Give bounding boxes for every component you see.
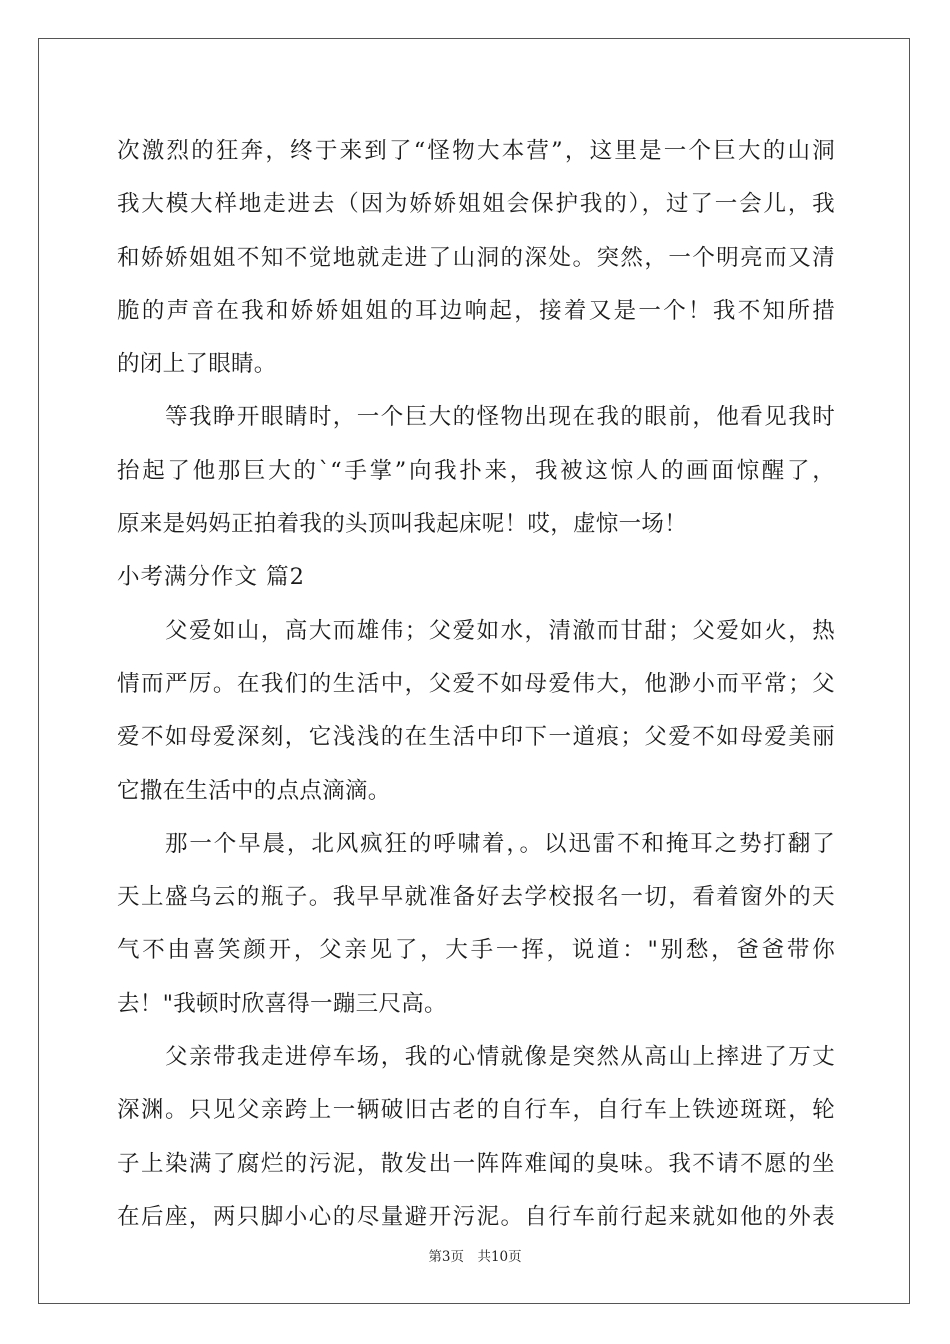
paragraph-start: 那一个早晨，北风疯狂的呼啸着，。以迅雷不和掩耳之势打翻了 bbox=[165, 830, 835, 857]
paragraph-start: 父亲带我走进停车场，我的心情就像是突然从高山上摔进了万丈 bbox=[165, 1044, 835, 1071]
text-line: 情而严厉。在我们的生活中，父爱不如母爱伟大，他渺小而平常；父 bbox=[117, 670, 835, 697]
paragraph-start: 父爱如山，高大而雄伟；父爱如水，清澈而甘甜；父爱如火，热 bbox=[165, 617, 835, 644]
section-heading: 小考满分作文 篇2 bbox=[117, 564, 305, 591]
text-line: 次激烈的狂奔，终于来到了“怪物大本营”，这里是一个巨大的山洞 bbox=[117, 138, 835, 164]
text-line: 抬起了他那巨大的`“手掌”向我扑来，我被这惊人的画面惊醒了， bbox=[117, 457, 835, 484]
page-number-footer: 第3页 共10页 bbox=[428, 1249, 522, 1265]
text-line: 在后座，两只脚小心的尽量避开污泥。自行车前行起来就如他的外表 bbox=[117, 1203, 835, 1230]
text-line: 原来是妈妈正拍着我的头顶叫我起床呢！哎，虚惊一场！ bbox=[117, 511, 688, 538]
text-line: 去！"我顿时欣喜得一蹦三尺高。 bbox=[117, 990, 447, 1017]
text-line: 和娇娇姐姐不知不觉地就走进了山洞的深处。突然，一个明亮而又清 bbox=[117, 244, 835, 271]
text-line: 爱不如母爱深刻，它浅浅的在生活中印下一道痕；父爱不如母爱美丽 bbox=[117, 724, 835, 751]
text-line: 它撒在生活中的点点滴滴。 bbox=[117, 777, 391, 804]
text-line: 我大模大样地走进去（因为娇娇姐姐会保护我的），过了一会儿，我 bbox=[117, 191, 835, 218]
text-line: 天上盛乌云的瓶子。我早早就准备好去学校报名一切，看着窗外的天 bbox=[117, 884, 835, 911]
text-line: 深渊。只见父亲跨上一辆破旧古老的自行车，自行车上铁迹斑斑，轮 bbox=[117, 1097, 835, 1124]
text-line: 子上染满了腐烂的污泥，散发出一阵阵难闻的臭味。我不请不愿的坐 bbox=[117, 1150, 835, 1177]
paragraph-start: 等我睁开眼睛时，一个巨大的怪物出现在我的眼前，他看见我时 bbox=[165, 404, 835, 431]
text-line: 脆的声音在我和娇娇姐姐的耳边响起，接着又是一个！我不知所措 bbox=[117, 297, 835, 324]
text-line: 气不由喜笑颜开，父亲见了，大手一挥，说道："别愁，爸爸带你 bbox=[117, 937, 835, 964]
document-body bbox=[117, 125, 835, 1244]
text-line: 的闭上了眼睛。 bbox=[117, 351, 277, 378]
